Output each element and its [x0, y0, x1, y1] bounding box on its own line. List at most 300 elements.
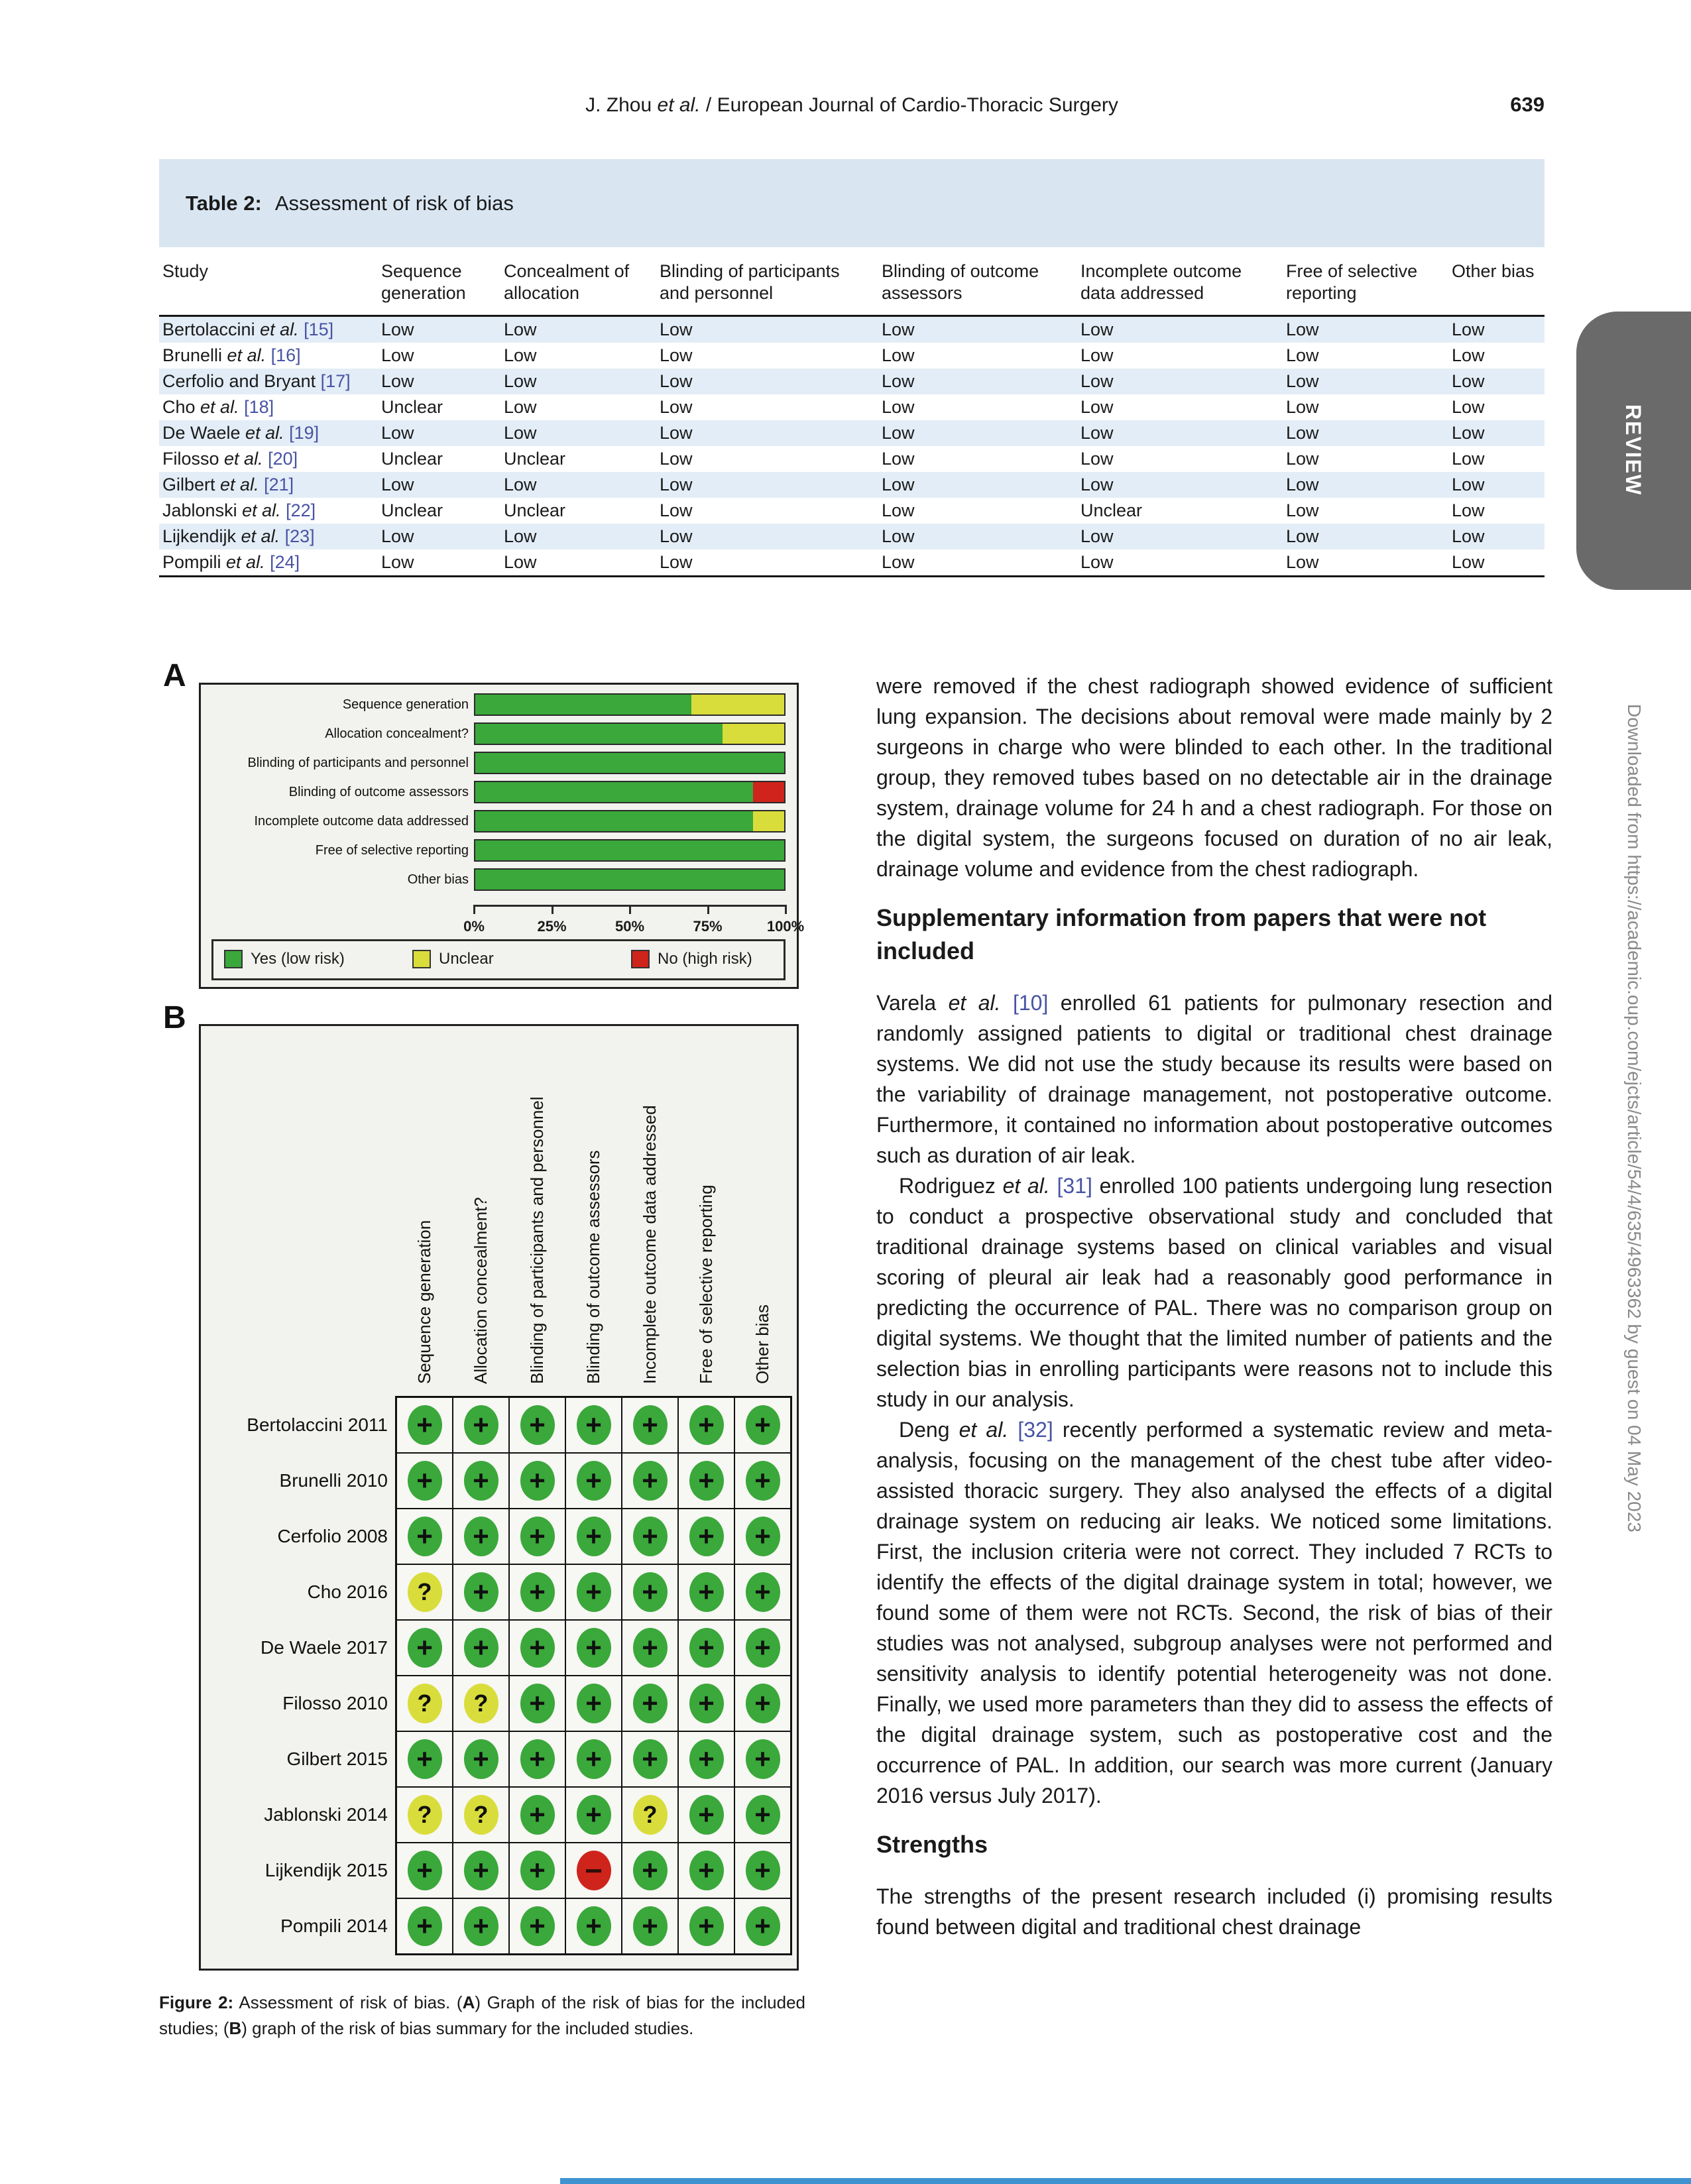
text-segment: recently performed a systematic review and meta-analysis, focusing on the management of the chest tube after video-assisted thoracic surgery. They also analysed the effects of a digital drainage system on reducing air leaks. We noticed some limitations. First, the inclusion criteria were not correct. They included 7 RCTs to identify the effects of the digital drainage system in total; however, we found some of them were not RCTs. Second, the risk of bias of their studies was not analysed, subgroup analyses were not performed and sensitivity analysis to identify potential heterogeneity was not done. Finally, we used more parameters than they did to assess the effects of the digital drainage system, such as postoperative cost and the occurrence of PAL. In addition, our search was more current (January 2016 versus July 2017). — [876, 1418, 1553, 1808]
risk-value-cell: Low — [1286, 345, 1319, 365]
table-row — [159, 394, 1545, 420]
risk-cell — [565, 1843, 622, 1898]
table-row — [159, 317, 1545, 343]
risk-cell — [396, 1397, 453, 1453]
bar-segment-unclear — [753, 811, 784, 831]
risk-circle-low: + — [520, 1572, 555, 1612]
risk-circle-low: + — [464, 1851, 498, 1890]
risk-cell — [453, 1509, 509, 1564]
study-cell — [162, 446, 381, 472]
risk-cell — [396, 1676, 453, 1731]
risk-value-cell: Low — [1080, 475, 1114, 494]
risk-circle-low: + — [689, 1739, 724, 1779]
risk-cell — [453, 1620, 509, 1676]
risk-cell — [509, 1843, 565, 1898]
risk-cell — [509, 1397, 565, 1453]
bar-category-label: Blinding of outcome assessors — [288, 785, 469, 799]
risk-cell — [396, 1898, 453, 1954]
reference-link[interactable]: [10] — [1012, 991, 1049, 1015]
legend-swatch-unclear — [412, 950, 431, 968]
risk-value-cell: Unclear — [381, 500, 443, 520]
risk-circle-low: + — [689, 1684, 724, 1723]
risk-circle-low: + — [746, 1628, 780, 1668]
risk-value-cell: Low — [882, 371, 915, 391]
axis-tick-label: 100% — [766, 918, 805, 935]
risk-circle-low: + — [577, 1517, 611, 1556]
risk-cell — [678, 1509, 734, 1564]
risk-cell — [453, 1397, 509, 1453]
etal: et al. — [237, 500, 281, 520]
risk-value-cell: Low — [504, 475, 537, 494]
reference-link[interactable]: [20] — [262, 449, 298, 469]
risk-circle-low: + — [408, 1517, 442, 1556]
risk-value-cell: Low — [1452, 397, 1485, 417]
bar-segment-low — [475, 695, 691, 715]
bar-segment-low — [475, 724, 723, 744]
risk-circle-low: + — [520, 1795, 555, 1835]
risk-circle-low: + — [746, 1517, 780, 1556]
risk-value-cell: Low — [882, 552, 915, 572]
running-head-etal: et al. — [657, 94, 701, 116]
risk-circle-high: − — [577, 1851, 611, 1890]
risk-circle-low: + — [689, 1628, 724, 1668]
risk-circle-low: + — [464, 1405, 498, 1445]
risk-value-cell: Low — [1080, 423, 1114, 443]
study-name: Filosso — [162, 449, 219, 469]
summary-row-label: De Waele 2017 — [261, 1637, 388, 1658]
risk-circle-low: + — [408, 1405, 442, 1445]
table-column-header: Concealment of allocation — [504, 261, 630, 303]
bar-segment-unclear — [723, 724, 784, 744]
risk-cell — [734, 1787, 791, 1843]
risk-value-cell: Low — [660, 345, 693, 365]
risk-value-cell: Low — [882, 526, 915, 546]
reference-link[interactable]: [16] — [266, 345, 301, 365]
reference-link[interactable]: [15] — [298, 319, 334, 339]
figure-caption — [159, 1990, 805, 2041]
table-2 — [159, 159, 1545, 577]
risk-value-cell: Low — [504, 397, 537, 417]
risk-value-cell: Low — [1286, 475, 1319, 494]
risk-value-cell: Low — [504, 345, 537, 365]
risk-value-cell: Low — [1080, 319, 1114, 339]
bar-category-label: Incomplete outcome data addressed — [254, 814, 469, 829]
risk-circle-unclear: ? — [408, 1684, 442, 1723]
risk-circle-low: + — [408, 1739, 442, 1779]
risk-circle-low: + — [633, 1461, 668, 1501]
table-label: Table 2: — [186, 191, 262, 215]
risk-value-cell: Low — [1452, 371, 1485, 391]
risk-circle-low: + — [689, 1851, 724, 1890]
risk-cell — [396, 1509, 453, 1564]
risk-value-cell: Low — [1286, 397, 1319, 417]
etal: et al. — [236, 526, 280, 546]
table-column-header: Sequence generation — [381, 261, 466, 303]
risk-value-cell: Low — [381, 526, 414, 546]
axis-tick — [473, 905, 475, 914]
reference-link[interactable]: [19] — [284, 423, 320, 443]
risk-of-bias-graph-panel — [199, 683, 805, 989]
risk-value-cell: Low — [882, 449, 915, 469]
risk-value-cell: Low — [660, 475, 693, 494]
risk-circle-unclear: ? — [408, 1572, 442, 1612]
risk-circle-low: + — [633, 1684, 668, 1723]
stacked-bar — [474, 781, 786, 803]
risk-value-cell: Low — [381, 423, 414, 443]
legend-swatch-high — [631, 950, 650, 968]
summary-column-label: Incomplete outcome data addressed — [640, 1105, 660, 1384]
bar-category-label: Blinding of participants and personnel — [247, 756, 469, 770]
panel-a-legend — [211, 939, 786, 980]
table-column-header: Blinding of participants and personnel — [660, 261, 840, 303]
risk-cell — [622, 1731, 678, 1787]
etal: et al. — [221, 552, 265, 572]
study-name: Brunelli — [162, 345, 223, 365]
summary-row-label: Jablonski 2014 — [264, 1804, 388, 1825]
table-column-header: Free of selective reporting — [1286, 261, 1418, 303]
etal: et al. — [195, 397, 239, 417]
risk-value-cell: Unclear — [381, 449, 443, 469]
risk-cell — [734, 1453, 791, 1509]
review-side-tab — [1576, 312, 1691, 590]
risk-circle-low: + — [520, 1628, 555, 1668]
risk-cell — [565, 1898, 622, 1954]
risk-cell — [396, 1731, 453, 1787]
risk-value-cell: Low — [1286, 371, 1319, 391]
risk-cell — [734, 1564, 791, 1620]
risk-cell — [565, 1676, 622, 1731]
risk-cell — [678, 1676, 734, 1731]
reference-link[interactable]: [24] — [264, 552, 300, 572]
risk-value-cell: Low — [1080, 552, 1114, 572]
legend-item — [631, 950, 752, 968]
risk-circle-low: + — [520, 1906, 555, 1946]
reference-link[interactable]: [18] — [239, 397, 274, 417]
review-side-tab-label: REVIEW — [1621, 404, 1645, 496]
table-title-band — [159, 159, 1545, 247]
risk-value-cell: Low — [882, 397, 915, 417]
summary-row-label: Filosso 2010 — [282, 1693, 388, 1713]
text-segment: Deng — [899, 1418, 959, 1442]
risk-cell — [734, 1731, 791, 1787]
risk-circle-low: + — [520, 1517, 555, 1556]
stacked-bar — [474, 810, 786, 833]
risk-value-cell: Unclear — [504, 449, 566, 469]
table-bottom-rule — [159, 575, 1545, 577]
risk-circle-low: + — [577, 1795, 611, 1835]
study-name: Jablonski — [162, 500, 237, 520]
risk-summary-grid — [395, 1396, 792, 1955]
stacked-bar — [474, 693, 786, 716]
risk-cell — [678, 1620, 734, 1676]
risk-cell — [509, 1453, 565, 1509]
risk-cell — [509, 1731, 565, 1787]
bar-segment-unclear — [691, 695, 784, 715]
risk-value-cell: Low — [1452, 552, 1485, 572]
legend-swatch-low — [224, 950, 243, 968]
risk-circle-low: + — [633, 1851, 668, 1890]
risk-cell — [396, 1620, 453, 1676]
text-segment: The strengths of the present research included (i) promising results found between digital and traditional chest drainage — [876, 1884, 1552, 1939]
risk-value-cell: Low — [882, 475, 915, 494]
risk-cell — [678, 1453, 734, 1509]
panel-b-letter: B — [163, 1000, 186, 1035]
risk-circle-low: + — [577, 1572, 611, 1612]
risk-circle-low: + — [689, 1906, 724, 1946]
risk-cell — [622, 1676, 678, 1731]
text-segment: enrolled 61 patients for pulmonary resection and randomly assigned patients to digital or traditional chest drainage systems. We did not use the study because its results were based on the variability of drainage management, not postoperative outcome. Furthermore, it contained no information about postoperative outcomes such as duration of air leak. — [876, 991, 1553, 1167]
risk-value-cell: Low — [504, 423, 537, 443]
study-cell — [162, 369, 381, 394]
text-segment: B — [229, 2018, 242, 2038]
risk-cell — [453, 1787, 509, 1843]
risk-cell — [622, 1843, 678, 1898]
risk-value-cell: Low — [882, 423, 915, 443]
risk-circle-low: + — [577, 1405, 611, 1445]
risk-cell — [509, 1564, 565, 1620]
risk-cell — [622, 1564, 678, 1620]
risk-circle-low: + — [464, 1572, 498, 1612]
risk-circle-low: + — [633, 1739, 668, 1779]
risk-circle-low: + — [633, 1906, 668, 1946]
risk-value-cell: Low — [660, 500, 693, 520]
risk-circle-low: + — [577, 1461, 611, 1501]
risk-cell — [509, 1620, 565, 1676]
summary-column-label: Allocation concealment? — [471, 1197, 491, 1384]
right-text-column — [876, 671, 1552, 1942]
summary-column-label: Other bias — [752, 1304, 772, 1384]
risk-value-cell: Low — [660, 397, 693, 417]
table-body — [159, 317, 1545, 575]
bar-category-label: Sequence generation — [342, 697, 469, 712]
risk-circle-low: + — [746, 1461, 780, 1501]
risk-cell — [453, 1898, 509, 1954]
axis-tick — [707, 905, 709, 914]
summary-row-label: Brunelli 2010 — [279, 1470, 388, 1491]
risk-cell — [509, 1898, 565, 1954]
table-header-row — [159, 260, 1545, 304]
etal: et al. — [215, 475, 259, 494]
risk-circle-low: + — [746, 1572, 780, 1612]
table-row — [159, 343, 1545, 369]
stacked-bar — [474, 868, 786, 891]
table-row — [159, 498, 1545, 524]
risk-circle-low: + — [746, 1684, 780, 1723]
risk-cell — [734, 1620, 791, 1676]
risk-circle-low: + — [746, 1906, 780, 1946]
bar-segment-high — [753, 782, 784, 802]
text-segment: ) Graph of the risk of bias for the included studies; ( — [159, 1992, 805, 2038]
risk-value-cell: Unclear — [1080, 500, 1143, 520]
risk-value-cell: Low — [1080, 345, 1114, 365]
text-segment: Assessment of risk of bias. ( — [233, 1992, 463, 2012]
stacked-bar — [474, 722, 786, 745]
risk-cell — [509, 1509, 565, 1564]
risk-circle-low: + — [577, 1684, 611, 1723]
risk-cell — [453, 1731, 509, 1787]
risk-value-cell: Low — [882, 500, 915, 520]
bar-segment-low — [475, 840, 784, 860]
bottom-blue-bar — [560, 2178, 1691, 2184]
risk-value-cell: Low — [882, 345, 915, 365]
reference-link[interactable]: [31] — [1057, 1174, 1092, 1198]
risk-circle-low: + — [464, 1461, 498, 1501]
study-cell — [162, 420, 381, 446]
risk-circle-unclear: ? — [408, 1795, 442, 1835]
risk-value-cell: Low — [504, 319, 537, 339]
risk-value-cell: Low — [1080, 449, 1114, 469]
table-column-header: Study — [162, 261, 209, 281]
bar-category-label: Free of selective reporting — [315, 843, 469, 858]
reference-link[interactable]: [21] — [259, 475, 294, 494]
summary-column-label: Blinding of participants and personnel — [527, 1096, 547, 1384]
risk-value-cell: Low — [660, 526, 693, 546]
risk-circle-low: + — [520, 1405, 555, 1445]
reference-link[interactable]: [32] — [1018, 1418, 1053, 1442]
risk-value-cell: Unclear — [381, 397, 443, 417]
risk-value-cell: Low — [381, 345, 414, 365]
risk-circle-low: + — [577, 1628, 611, 1668]
risk-value-cell: Low — [882, 319, 915, 339]
bar-category-label: Allocation concealment? — [325, 726, 469, 741]
risk-cell — [565, 1509, 622, 1564]
risk-circle-low: + — [520, 1851, 555, 1890]
reference-link[interactable]: [23] — [280, 526, 315, 546]
risk-cell — [622, 1787, 678, 1843]
summary-row-label: Cerfolio 2008 — [277, 1526, 388, 1546]
reference-link[interactable]: [22] — [280, 500, 316, 520]
axis-tick — [552, 905, 554, 914]
risk-cell — [565, 1787, 622, 1843]
summary-column-label: Blinding of outcome assessors — [583, 1150, 603, 1384]
table-row — [159, 524, 1545, 549]
text-segment: et al. — [1002, 1174, 1050, 1198]
risk-circle-low: + — [408, 1461, 442, 1501]
risk-value-cell: Low — [1080, 526, 1114, 546]
summary-column-label: Free of selective reporting — [696, 1184, 716, 1384]
risk-circle-low: + — [746, 1739, 780, 1779]
risk-cell — [678, 1787, 734, 1843]
panel-a-letter: A — [163, 658, 186, 693]
legend-label: Unclear — [439, 950, 494, 968]
risk-value-cell: Low — [1452, 526, 1485, 546]
risk-cell — [565, 1564, 622, 1620]
risk-circle-low: + — [464, 1739, 498, 1779]
etal: et al. — [240, 423, 284, 443]
bar-segment-low — [475, 870, 784, 890]
table-row — [159, 420, 1545, 446]
stacked-bar — [474, 839, 786, 862]
risk-circle-low: + — [520, 1461, 555, 1501]
summary-row-label: Pompili 2014 — [280, 1916, 388, 1936]
etal: et al. — [219, 449, 263, 469]
table-column-header: Incomplete outcome data addressed — [1080, 261, 1242, 303]
study-name: Lijkendijk — [162, 526, 237, 546]
table-row — [159, 472, 1545, 498]
summary-row-label: Cho 2016 — [307, 1581, 388, 1602]
summary-row-label: Gilbert 2015 — [286, 1749, 388, 1769]
risk-cell — [622, 1509, 678, 1564]
risk-of-bias-summary-panel — [199, 1024, 799, 1971]
study-cell — [162, 394, 381, 420]
risk-cell — [622, 1453, 678, 1509]
section-heading: Supplementary information from papers that were not included — [876, 904, 1487, 964]
risk-circle-low: + — [633, 1405, 668, 1445]
risk-circle-low: + — [746, 1405, 780, 1445]
risk-cell — [565, 1453, 622, 1509]
axis-tick — [629, 905, 631, 914]
risk-value-cell: Low — [381, 371, 414, 391]
risk-circle-low: + — [464, 1517, 498, 1556]
risk-value-cell: Low — [1452, 449, 1485, 469]
axis-tick — [785, 905, 787, 914]
risk-cell — [678, 1898, 734, 1954]
risk-value-cell: Low — [1286, 552, 1319, 572]
study-cell — [162, 343, 381, 369]
table-title: Assessment of risk of bias — [274, 191, 514, 215]
risk-cell — [678, 1843, 734, 1898]
risk-circle-low: + — [577, 1906, 611, 1946]
study-cell — [162, 498, 381, 524]
text-segment: Varela — [876, 991, 949, 1015]
table-column-header: Blinding of outcome assessors — [882, 261, 1039, 303]
study-cell — [162, 524, 381, 549]
risk-value-cell: Low — [1452, 319, 1485, 339]
risk-cell — [734, 1509, 791, 1564]
risk-value-cell: Low — [660, 319, 693, 339]
risk-value-cell: Low — [381, 475, 414, 494]
paragraph — [876, 1414, 1552, 1811]
text-segment — [1001, 991, 1013, 1015]
stacked-bar — [474, 752, 786, 774]
risk-circle-low: + — [408, 1906, 442, 1946]
risk-cell — [509, 1676, 565, 1731]
risk-value-cell: Low — [660, 371, 693, 391]
risk-cell — [396, 1843, 453, 1898]
legend-item — [412, 950, 494, 968]
risk-cell — [622, 1397, 678, 1453]
risk-cell — [453, 1843, 509, 1898]
study-name: De Waele — [162, 423, 241, 443]
risk-circle-low: + — [746, 1795, 780, 1835]
risk-cell — [734, 1676, 791, 1731]
reference-link[interactable]: [17] — [316, 371, 351, 391]
risk-circle-low: + — [689, 1461, 724, 1501]
risk-cell — [734, 1843, 791, 1898]
download-watermark: Downloaded from https://academic.oup.com/ejcts/article/54/4/635/4963362 by guest on 04 May 2023 — [1624, 704, 1645, 1532]
risk-value-cell: Low — [660, 449, 693, 469]
risk-value-cell: Low — [381, 552, 414, 572]
summary-column-label: Sequence generation — [414, 1220, 434, 1384]
risk-value-cell: Low — [1286, 500, 1319, 520]
running-head-authors: J. Zhou — [585, 94, 658, 116]
risk-cell — [622, 1620, 678, 1676]
text-segment: Figure 2: — [159, 1992, 234, 2012]
running-head-journal: / European Journal of Cardio-Thoracic Surgery — [700, 94, 1118, 116]
axis-tick-label: 75% — [693, 918, 723, 935]
risk-cell — [565, 1731, 622, 1787]
table-column-header: Other bias — [1452, 261, 1535, 281]
study-name: Cho — [162, 397, 196, 417]
risk-circle-unclear: ? — [464, 1684, 498, 1723]
risk-value-cell: Low — [1452, 475, 1485, 494]
study-name: Cerfolio and Bryant — [162, 371, 316, 391]
paragraph — [876, 671, 1552, 884]
text-segment: Rodriguez — [899, 1174, 1003, 1198]
paragraph — [876, 1171, 1552, 1414]
text-segment: et al. — [948, 991, 1001, 1015]
risk-cell — [678, 1731, 734, 1787]
